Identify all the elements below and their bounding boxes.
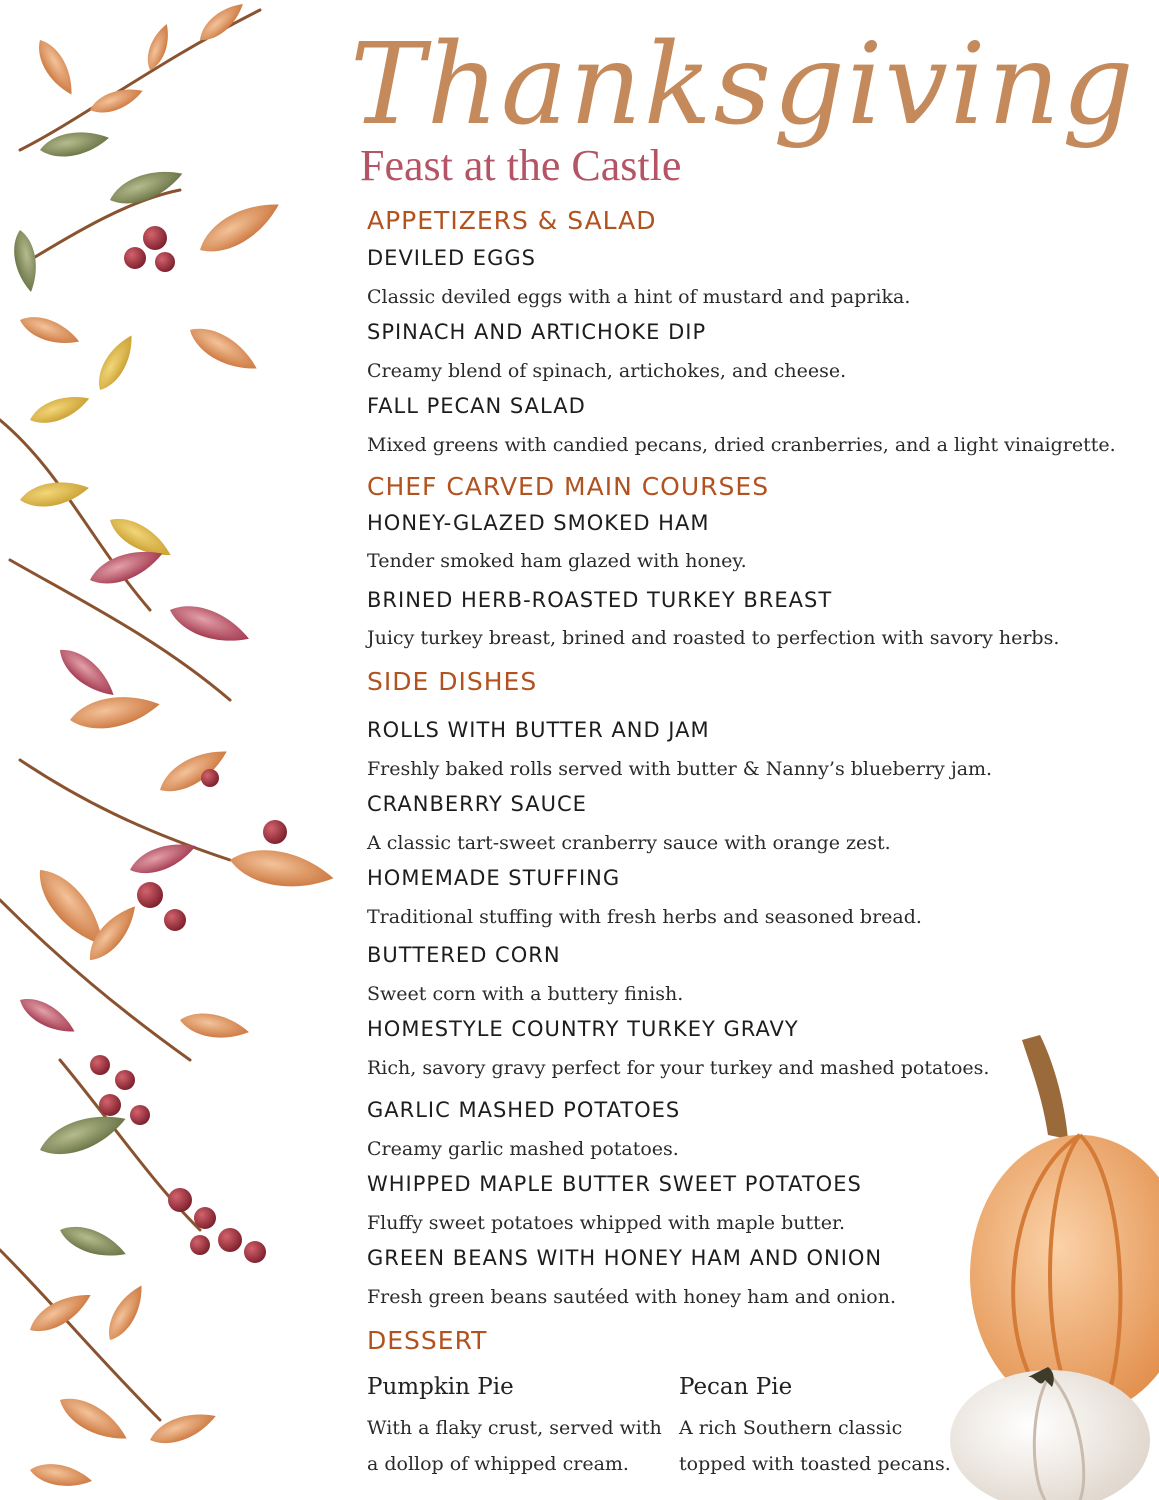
menu-item-description: Juicy turkey breast, brined and roasted to perfection with savory herbs. — [367, 627, 1060, 649]
section-heading-side-dishes: SIDE DISHES — [367, 667, 538, 696]
menu-item-description: Creamy blend of spinach, artichokes, and cheese. — [367, 360, 847, 382]
menu-item-name: WHIPPED MAPLE BUTTER SWEET POTATOES — [367, 1172, 862, 1196]
menu-item-description: Traditional stuffing with fresh herbs and seasoned bread. — [367, 906, 922, 928]
page-subtitle: Feast at the Castle — [360, 141, 682, 190]
menu-item-description: Tender smoked ham glazed with honey. — [367, 550, 747, 572]
dessert-name-pecan-pie: Pecan Pie — [679, 1374, 793, 1400]
menu-item-name: BUTTERED CORN — [367, 943, 561, 967]
menu-item-description: Creamy garlic mashed potatoes. — [367, 1138, 679, 1160]
menu-item-name: ROLLS WITH BUTTER AND JAM — [367, 718, 710, 742]
dessert-description-pumpkin-pie: With a flaky crust, served with a dollop of whipped cream. — [367, 1417, 662, 1475]
pumpkins-icon — [930, 1035, 1159, 1500]
menu-item-description: Rich, savory gravy perfect for your turkey and mashed potatoes. — [367, 1057, 990, 1079]
dessert-name-pumpkin-pie: Pumpkin Pie — [367, 1374, 514, 1400]
menu-item-name: CRANBERRY SAUCE — [367, 792, 587, 816]
page-title: Thanksgiving — [350, 20, 1136, 150]
autumn-leaves-border-icon — [0, 0, 370, 1500]
section-heading-dessert: DESSERT — [367, 1326, 488, 1355]
section-heading-appetizers: APPETIZERS & SALAD — [367, 206, 657, 235]
menu-item-name: HONEY-GLAZED SMOKED HAM — [367, 511, 710, 535]
menu-item-description: Freshly baked rolls served with butter & Nanny’s blueberry jam. — [367, 758, 993, 780]
section-heading-main-courses: CHEF CARVED MAIN COURSES — [367, 472, 770, 501]
menu-item-name: GREEN BEANS WITH HONEY HAM AND ONION — [367, 1246, 883, 1270]
menu-item-description: Classic deviled eggs with a hint of mustard and paprika. — [367, 286, 911, 308]
menu-item-name: SPINACH AND ARTICHOKE DIP — [367, 320, 707, 344]
menu-item-name: DEVILED EGGS — [367, 246, 536, 270]
menu-item-name: GARLIC MASHED POTATOES — [367, 1098, 681, 1122]
menu-item-description: A classic tart-sweet cranberry sauce with orange zest. — [367, 832, 891, 854]
menu-item-name: HOMEMADE STUFFING — [367, 866, 621, 890]
menu-item-description: Sweet corn with a buttery finish. — [367, 983, 684, 1005]
dessert-description-pecan-pie: A rich Southern classic topped with toasted pecans. — [679, 1417, 951, 1475]
menu-item-name: FALL PECAN SALAD — [367, 394, 586, 418]
menu-item-description: Fresh green beans sautéed with honey ham and onion. — [367, 1286, 896, 1308]
menu-item-description: Mixed greens with candied pecans, dried cranberries, and a light vinaigrette. — [367, 434, 1116, 456]
menu-item-name: HOMESTYLE COUNTRY TURKEY GRAVY — [367, 1017, 799, 1041]
menu-item-name: BRINED HERB-ROASTED TURKEY BREAST — [367, 588, 833, 612]
menu-item-description: Fluffy sweet potatoes whipped with maple butter. — [367, 1212, 846, 1234]
